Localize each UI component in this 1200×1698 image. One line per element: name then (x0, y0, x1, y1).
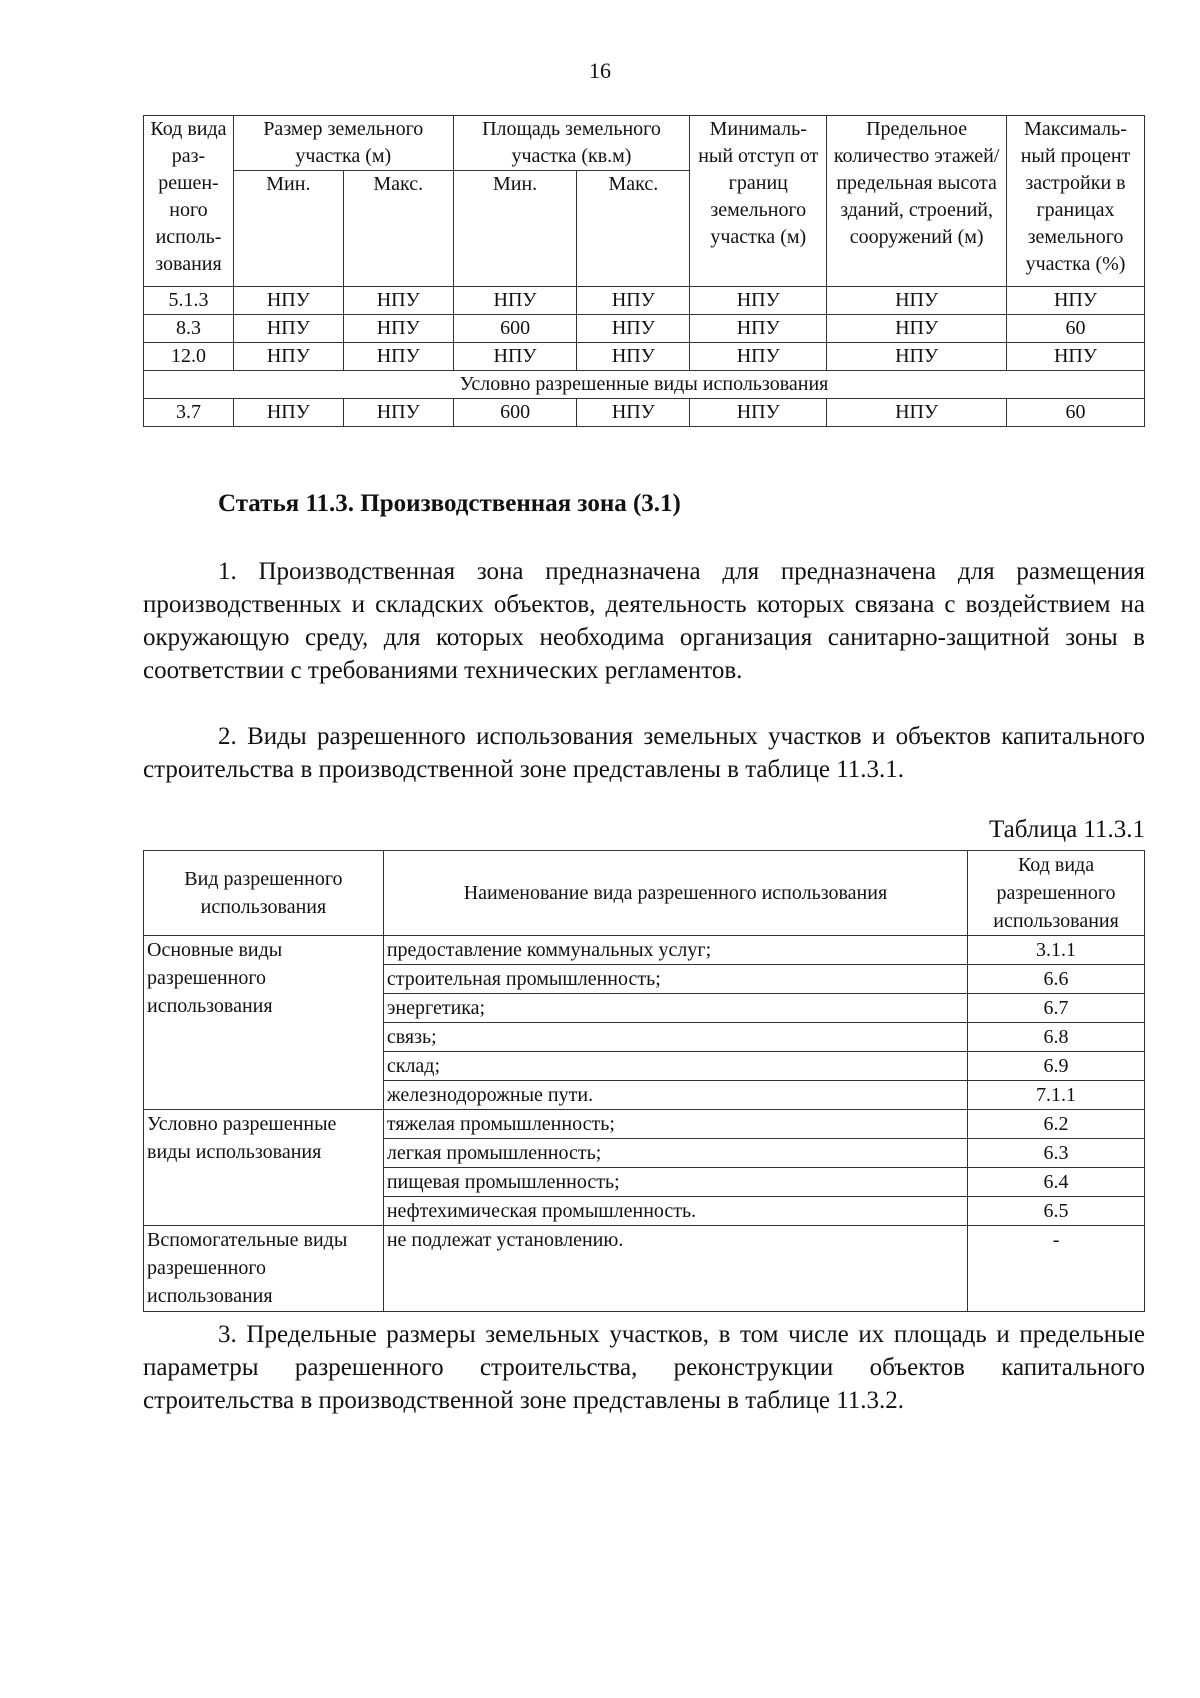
header-size: Размер земельного участка (м) (233, 116, 453, 171)
header-size-min: Мин. (233, 171, 343, 287)
table-cell: НПУ (577, 287, 690, 315)
group-label: Условно разрешенные виды использования (144, 1110, 384, 1226)
use-code: 6.7 (968, 994, 1145, 1023)
table-cell: НПУ (827, 343, 1007, 371)
header-use-type: Вид разрешенного использования (144, 851, 384, 936)
table-cell: НПУ (343, 315, 453, 343)
table-cell: НПУ (577, 343, 690, 371)
table-row (144, 1110, 1145, 1139)
header-area-max: Макс. (577, 171, 690, 287)
page-number: 16 (589, 58, 611, 83)
conditional-label: Условно разрешенные виды использования (144, 371, 1145, 399)
parameters-table (143, 115, 1145, 427)
use-name: нефтехимическая промышленность. (383, 1197, 967, 1226)
uses-table (143, 850, 1145, 1312)
paragraph-2: 2. Виды разрешенного использования земельных участков и объектов капитального строительства в производственной зоне представлены в таблице 11.3.1. (143, 723, 1145, 783)
table-cell: 8.3 (144, 315, 234, 343)
use-code: 3.1.1 (968, 936, 1145, 965)
table-cell: НПУ (453, 343, 577, 371)
use-name: склад; (383, 1052, 967, 1081)
table-cell: 60 (1007, 315, 1145, 343)
article-heading: Статья 11.3. Производственная зона (3.1) (218, 490, 681, 517)
table-cell: НПУ (577, 315, 690, 343)
use-code: 6.9 (968, 1052, 1145, 1081)
table-cell: 3.7 (144, 399, 234, 427)
header-area: Площадь земельного участка (кв.м) (453, 116, 690, 171)
table-cell: НПУ (343, 343, 453, 371)
use-name: предоставление коммунальных услуг; (383, 936, 967, 965)
header-area-min: Мин. (453, 171, 577, 287)
header-percent: Максималь-ный процент застройки в границах земельного участка (%) (1007, 116, 1145, 287)
table-cell: НПУ (233, 287, 343, 315)
use-code: 6.5 (968, 1197, 1145, 1226)
use-name: легкая промышленность; (383, 1139, 967, 1168)
header-size-max: Макс. (343, 171, 453, 287)
table-cell: НПУ (827, 399, 1007, 427)
use-name: железнодорожные пути. (383, 1081, 967, 1110)
table-cell: НПУ (827, 287, 1007, 315)
header-code: Код вида раз-решен-ного исполь-зования (144, 116, 234, 287)
table-row (144, 936, 1145, 965)
use-code: 7.1.1 (968, 1081, 1145, 1110)
table-caption: Таблица 11.3.1 (989, 816, 1145, 843)
table-cell: НПУ (233, 315, 343, 343)
table-row (144, 287, 1145, 315)
table-cell: 600 (453, 315, 577, 343)
table-cell: НПУ (1007, 343, 1145, 371)
table-row (144, 399, 1145, 427)
header-use-code: Код вида разрешенного использования (968, 851, 1145, 936)
table-cell: НПУ (690, 287, 827, 315)
use-code: 6.8 (968, 1023, 1145, 1052)
table-cell: НПУ (343, 287, 453, 315)
group-label: Вспомогательные виды разрешенного использования (144, 1226, 384, 1312)
table-cell: НПУ (233, 399, 343, 427)
use-name: связь; (383, 1023, 967, 1052)
use-name: не подлежат установлению. (383, 1226, 967, 1312)
table-row (144, 1226, 1145, 1312)
table-cell: НПУ (1007, 287, 1145, 315)
table-cell: НПУ (690, 315, 827, 343)
use-name: строительная промышленность; (383, 965, 967, 994)
table-row (144, 343, 1145, 371)
use-code: 6.3 (968, 1139, 1145, 1168)
use-name: тяжелая промышленность; (383, 1110, 967, 1139)
table-cell: 5.1.3 (144, 287, 234, 315)
table-cell: НПУ (343, 399, 453, 427)
table-cell: 600 (453, 399, 577, 427)
header-setback: Минималь-ный отступ от границ земельного участка (м) (690, 116, 827, 287)
table-cell: НПУ (827, 315, 1007, 343)
table-cell: НПУ (690, 343, 827, 371)
header-use-name: Наименование вида разрешенного использования (383, 851, 967, 936)
use-name: пищевая промышленность; (383, 1168, 967, 1197)
table-cell: НПУ (233, 343, 343, 371)
use-code: 6.4 (968, 1168, 1145, 1197)
table-cell: НПУ (577, 399, 690, 427)
use-code: 6.6 (968, 965, 1145, 994)
table-cell: НПУ (453, 287, 577, 315)
paragraph-3: 3. Предельные размеры земельных участков, в том числе их площадь и предельные параметры разрешенного строительства, реконструкции объектов капитального строительства в производственной зоне представлены в таблице 11.3.2. (143, 1321, 1145, 1414)
table-cell: 60 (1007, 399, 1145, 427)
table-cell: 12.0 (144, 343, 234, 371)
use-code: 6.2 (968, 1110, 1145, 1139)
header-floors: Предельное количество этажей/ предельная высота зданий, строений, сооружений (м) (827, 116, 1007, 287)
use-code: - (968, 1226, 1145, 1312)
paragraph-1: 1. Производственная зона предназначена для предназначена для размещения производственных и складских объектов, деятельность которых связана с воздействием на окружающую среду, для которых необходима организация санитарно-защитной зоны в соответствии с требованиями технических регламентов. (143, 558, 1145, 684)
table-row (144, 315, 1145, 343)
table-cell: НПУ (690, 399, 827, 427)
use-name: энергетика; (383, 994, 967, 1023)
group-label: Основные виды разрешенного использования (144, 936, 384, 1110)
